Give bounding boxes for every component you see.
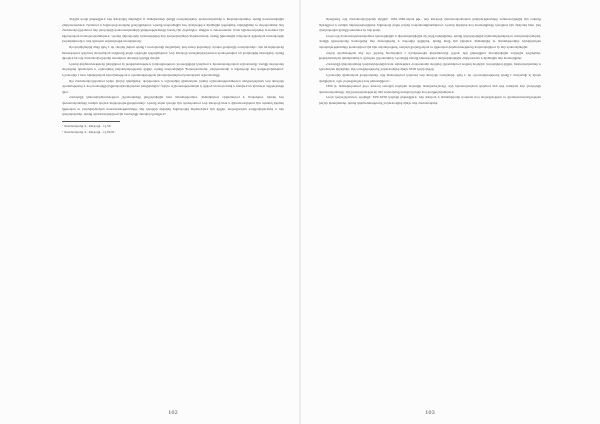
right-paragraph-2: Նույն այդ ժամանակահատվածում կառուցվեցին և վերանորոգվեցին մի շարք եկեղեցիներ, որոնք զարդարվեցին որմնանկարներով ու մանրանկարներով։ Վանքի գրադարանը համալրվեց նոր ձեռագրերով և տպագիր գրքերով, որոնք ձեռք էին բերվում Վենետիկից ու Ամստերդամից։ Եկեղեցական արարողությունները կատարվում էին հին ավանդույթով, սակայն քարոզչական ու կրթական գործունեությունը հարմարեցվում էր նոր պահանջներին։: [319, 34, 541, 49]
right-page: [319, 17, 541, 412]
footnote-2: ² Գաստանյանը Վ., Ջուղայի... էջ 60-61։: [62, 130, 116, 134]
left-page-number: 102: [168, 410, 178, 416]
right-page-number: 103: [425, 410, 435, 416]
left-page: [62, 17, 284, 412]
left-paragraph-3: Նրանց գործունեությունը ընդգրկում էր թարգմանություն, խմբագրություն, դասագրքերի կազմում և հրատարակչական աշխատանք։ Վանքի տպարանը տպագրեց կրոնական և աշխարհիկ բովանդակությամբ գրքեր, որոնք տարածվեցին Պարսկաստանի, Հնդկաստանի և Եվրոպայի հայ գաղթօջախներում։ Նշանավոր է նաև եկեղեցական երաժշտության և պատմագրության բնագավառներում կատարված աշխատանքը։: [62, 62, 284, 77]
left-paragraph-1: Վերջին դարի ընթացքում Նոր Ջուղայից մեկնեցին Ս. Ստեփանոսի վանքի առաջնորդներ, վաճառականներ և հոգևորականներ, որոնք հաստատվեցին Հնդկաստանում, Իրանում և Եվրոպայի տարբեր քաղաքներում։ Նրանք տարածեցին հայ մշակույթը և հիմնեցին դպրոցներ, եկեղեցիներ ու տպարաններ։ Այդ ժամանակաշրջանում նոր ջուղայեցի վաճառականների ընկերությունները հասել էին Հոլանդիա, Անգլիա և Ռուսաստան։ Շատ երիտասարդներ ուսանում էին եվրոպական համալսարաններում։ Նրանց վերադարձը նշանավորվեց նոր գաղափարների ներմուծմամբ, որոնք խթանեցին տեղական կրթական համակարգի բարեփոխումը և նոր գրական ավանդույթի ձևավորումը։: [62, 18, 284, 44]
left-paragraph-4: Այս ժամանակաշրջանում երկու խոշոր գործիչներ՝ վարդապետ և աշխարհիկ գիտնական, իրենց աշխատություններում անդրադարձան Նոր Ջուղայի պատմությանը և հայ համայնքի ինքնակազմակերպման խնդիրներին¹։ Երկու աշխատություններն էլ գրված են նույն ոճով և հենվում են միևնույն աղբյուրների վրա։: [62, 79, 284, 94]
left-paragraph-2: Այս գործիչներից մեկը գրել է, որ «հայոց լեզուն պետք է ուսուցանվի մայրենիով, իսկ օտար լեզուները՝ որպես լրացուցիչ առարկաներ»։ Այս ձևակերպումը հետագայում դարձավ տարածված սկզբունք բոլոր ազգային դպրոցներում։ Նոր Ջուղայի առաջնորդարանում պահպանվում են բազմաթիվ ձեռագրեր, որոնք վկայում են այդ ժամանակաշրջանի եռանդուն մտավոր կյանքի մասին։: [62, 45, 284, 61]
right-paragraph-4: Համայնքի ղեկավարները կազմակերպեցին նաև օգնություն Հայաստանի տարբեր շրջաններում ապրող հայերին՝ ուղարկելով գրքեր, հոգևորականներ և դրամական միջոցներ։ Այդ առաքելությունը շարունակվեց մինչև XVIII դարի վերջը։: [319, 62, 541, 72]
right-paragraph-6: 1669 թ. Ամստերդամում լույս տեսավ առաջին հայերեն տպագիր Աստվածաշունչը, որի հրատարակման գործում մեծ դեր ունեցան նոր ջուղայեցի վաճառականները։ Այդ իրադարձությունը մեծ արձագանք ունեցավ բոլոր հայ գաղթօջախներում։: [319, 85, 541, 94]
right-paragraph-1: Այսպիսով, այդ ժամանակաշրջանի սկզբին՝ 1650–1680-ական թթ., Նոր Ջուղայի վաճառականական ընկերությունները ամենաազդեցիկ էին ամբողջ Արևելքում և ունեին ներկայացուցիչներ Եվրոպայի բոլոր խոշոր նավահանգիստներում։ Նրանց միջոցով հայ համայնքները կապվում էին միմյանց հետ, իսկ մշակութային կյանքը ստանում էր նոր թափ։: [319, 18, 541, 33]
right-paragraph-3: Հայոց պատմության մեջ այս շրջանը համարվում է մշակութային վերածնունդի շրջան, որի ընթացքում ձևավորվեցին ազգային դպրոցներ, թարգմանական կենտրոններ և գրական շրջանակներ։ Նրանցից ոմանք հետագայում տեղափոխվեցին Հնդկաստան և հիմնեցին նոր համայնքներ։: [319, 51, 541, 61]
right-paragraph-7: Նույն դարաշրջանում, այսինքն՝ XVII–XVIII դարերի ընթացքում, Նոր Ջուղան և Ամստերդամը դարձան հայ տպագրության ու գրահրատարակչության խոշոր կենտրոններ, որոնց գործունեությունը շարունակվեց մինչև նոր ժամանակներ։: [319, 96, 541, 105]
right-paragraph-5: Նշանավոր գիտնական վարդապետը, որը հետագայում դարձավ Նոր Ջուղայի առաջնորդ, գրել է, որ «լուսավորությունը պետք է տարածվի ոչ միայն վանքերում, այլև յուրաքանչյուր հայ ընտանիքում»։: [319, 73, 541, 83]
footnote-divider: [62, 121, 120, 122]
footnote-1: ¹ Գաստանյանը Վ., Ջուղայի... էջ 58։: [62, 124, 112, 128]
book-gutter: [299, 0, 301, 424]
left-paragraph-5: Համայնքի կենսագործունեության շրջանակները ընդլայնվեցին նաև Ամստերդամում, Վենետիկում, Լիվոռնոյում և Մարսելում, որտեղ հայ վաճառականները ունեին կայուն ներկայացուցչություններ։ Նրանք սերտ կապեր էին պահպանում Նոր Ջուղայի հետ և ֆինանսավորում էին այնտեղ գործող կրթական ու բարեգործական հաստատությունները։ Այդ կապերի միջոցով Եվրոպայից ներմուծվում էին գրքեր, տպագրական սարքավորումներ և նոր գաղափարներ, որոնք արմատավորվում էին համայնքի մտավոր կյանքում²։: [62, 96, 284, 117]
